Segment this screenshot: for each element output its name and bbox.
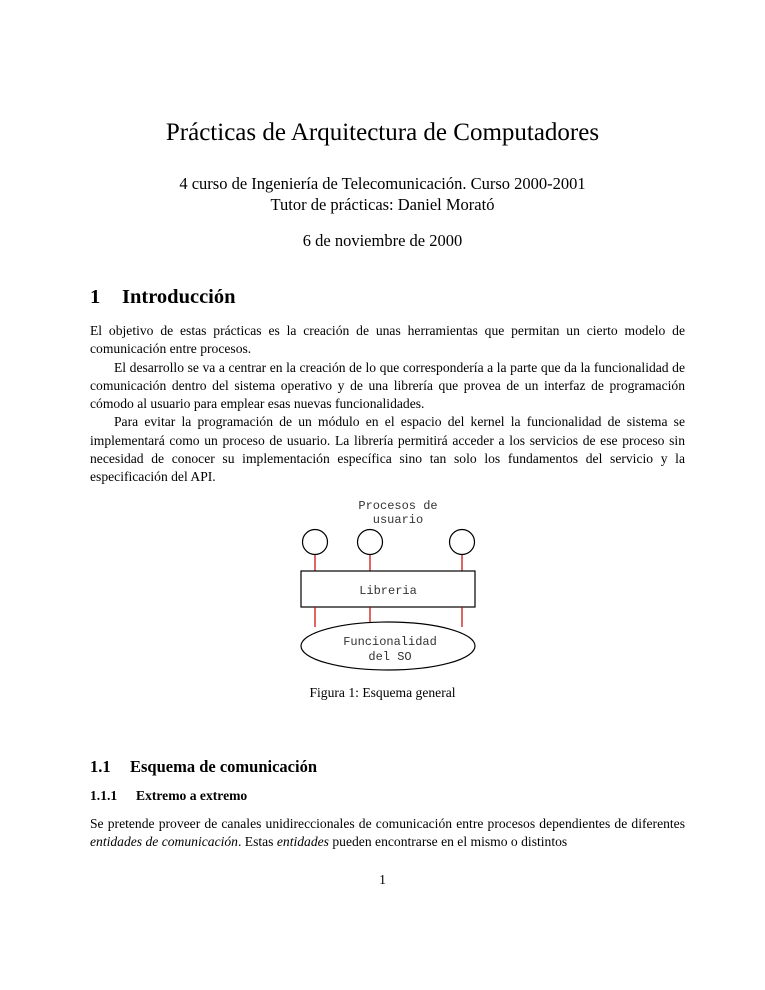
paragraph (90, 815, 685, 852)
processes-label-line1: Procesos de (358, 499, 438, 513)
page-number: 1 (379, 872, 386, 887)
subsubsection-heading-extremo (90, 787, 247, 805)
paragraph: Para evitar la programación de un módulo en el espacio del kernel la funcionalidad de sistema se implementará como un proceso de usuario. La librería permitirá acceder a los servicios de ese proceso sin necesidad de conocer su implementación específica sino tan solo los fundamentos del servicio y la especificación del API. (90, 414, 685, 485)
process-circle (303, 530, 328, 555)
text-run: . Estas (237, 834, 277, 850)
tutor-subtitle: Tutor de prácticas: Daniel Morató (270, 195, 495, 214)
section-title: Introducción (122, 286, 236, 308)
text-run: Se pretende proveer de canales unidireccionales de comunicación entre procesos dependientes de diferentes (90, 816, 685, 831)
general-scheme-diagram (290, 494, 490, 674)
section-number: 1 (90, 286, 101, 308)
paragraph: El objetivo de estas prácticas es la creación de unas herramientas que permitan un cierto modelo de comunicación entre procesos. (90, 323, 685, 357)
process-circle (358, 530, 383, 555)
paragraph: El desarrollo se va a centrar en la creación de lo que correspondería a la parte que da la funcionalidad de comunicación dentro del sistema operativo y de una librería que provea de un interfaz de programación cómodo al usuario para emplear esas nuevas funcionalidades. (90, 359, 685, 412)
document-title: Prácticas de Arquitectura de Computadores (165, 119, 600, 146)
subsection-heading-esquema (90, 757, 317, 777)
emphasis: entidades de comunicación (90, 834, 238, 850)
section-heading-introduccion (90, 285, 236, 309)
processes-label-line2: usuario (372, 513, 424, 527)
document-date: 6 de noviembre de 2000 (302, 231, 463, 250)
text-run: pueden encontrarse en el mismo o distintos (328, 834, 568, 850)
os-label-line1: Funcionalidad (343, 635, 437, 649)
subsection-title: Esquema de comunicación (130, 757, 318, 776)
emphasis: entidades (276, 834, 329, 850)
extremo-a-extremo-text (90, 815, 685, 852)
figure-caption: Figura 1: Esquema general (309, 685, 456, 700)
os-label-line2: del SO (368, 650, 412, 664)
subsubsection-number: 1.1.1 (90, 788, 118, 803)
process-circle (450, 530, 475, 555)
library-label: Libreria (359, 584, 417, 598)
subsection-number: 1.1 (90, 757, 111, 776)
course-subtitle: 4 curso de Ingeniería de Telecomunicación. Curso 2000-2001 (179, 174, 586, 193)
subsubsection-title: Extremo a extremo (136, 788, 248, 803)
introduction-text (90, 322, 685, 487)
